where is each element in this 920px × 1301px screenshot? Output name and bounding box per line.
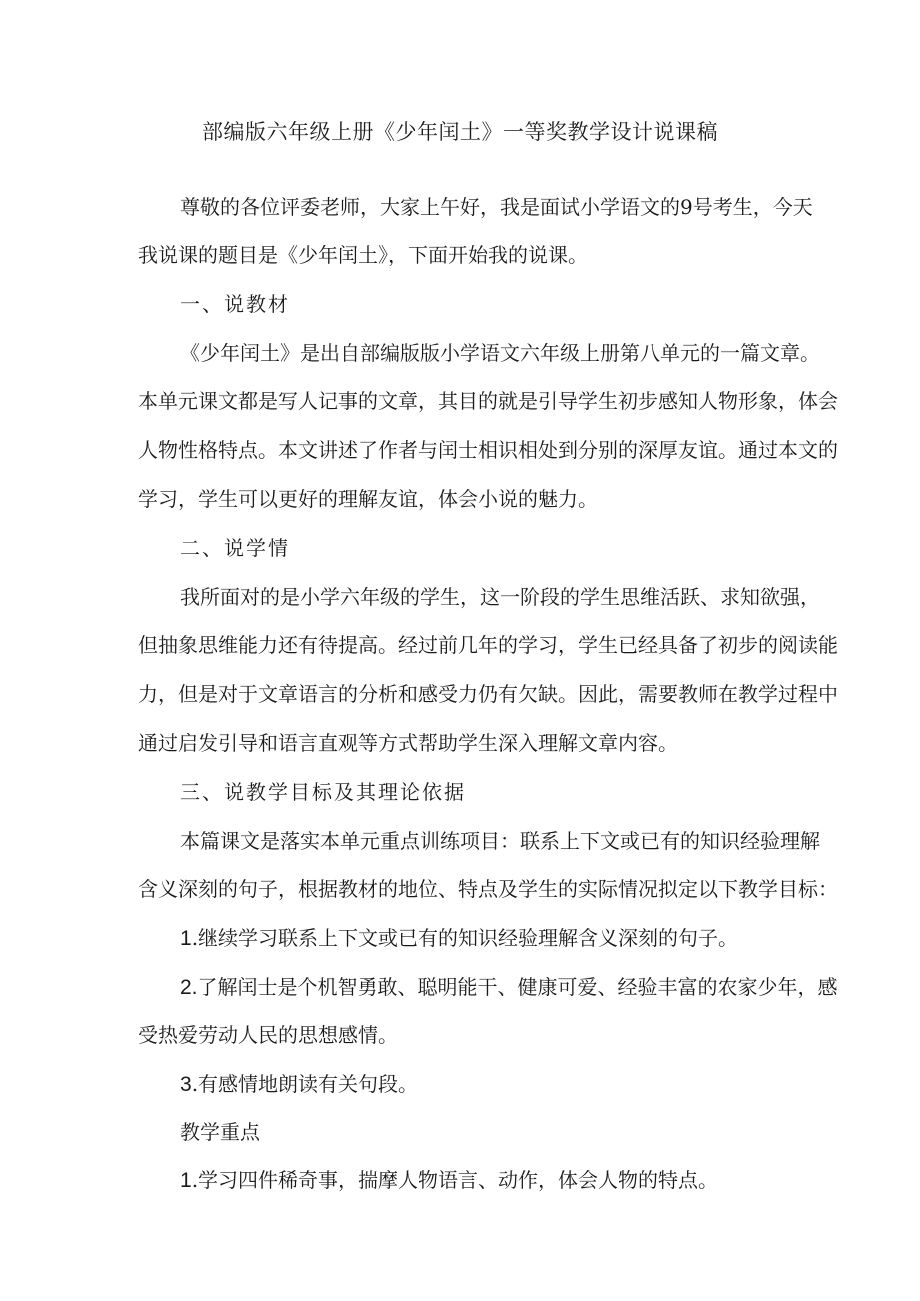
goal-item-1 bbox=[180, 928, 738, 949]
key-point-item-1 bbox=[180, 1170, 718, 1191]
goal-text: .继续学习联系上下文或已有的知识经验理解含义深刻的句子。 bbox=[191, 926, 739, 950]
paragraph-line: 本单元课文都是写人记事的文章，其目的就是引导学生初步感知人物形象，体会 bbox=[138, 389, 838, 413]
section-heading-textbook: 一、说教材 bbox=[180, 292, 290, 316]
paragraph-line: 我所面对的是小学六年级的学生，这一阶段的学生思维活跃、求知欲强， bbox=[180, 585, 820, 609]
goal-number: 3 bbox=[180, 1073, 192, 1096]
goal-item-3 bbox=[180, 1074, 418, 1095]
goal-item-2-continued: 受热爱劳动人民的思想感情。 bbox=[138, 1023, 398, 1047]
paragraph-line: 通过启发引导和语言直观等方式帮助学生深入理解文章内容。 bbox=[138, 731, 678, 755]
intro-line-2: 我说课的题目是《少年闰土》，下面开始我的说课。 bbox=[138, 243, 588, 267]
paragraph-line: 但抽象思维能力还有待提高。经过前几年的学习，学生已经具备了初步的阅读能 bbox=[138, 633, 838, 657]
goal-number: 1 bbox=[180, 927, 192, 950]
key-points-heading: 教学重点 bbox=[180, 1120, 260, 1144]
key-point-text: .学习四件稀奇事，揣摩人物语言、动作，体会人物的特点。 bbox=[191, 1168, 719, 1192]
paragraph-line: 《少年闰土》是出自部编版版小学语文六年级上册第八单元的一篇文章。 bbox=[180, 341, 820, 365]
goal-text: .有感情地朗读有关句段。 bbox=[191, 1072, 419, 1096]
document-title: 部编版六年级上册《少年闰土》一等奖教学设计说课稿 bbox=[202, 120, 718, 144]
paragraph-line: 人物性格特点。本文讲述了作者与闰士相识相处到分别的深厚友谊。通过本文的 bbox=[138, 438, 838, 462]
intro-line-1: 尊敬的各位评委老师，大家上午好，我是面试小学语文的9号考生，今天 bbox=[180, 195, 813, 219]
goal-number: 2. bbox=[180, 976, 198, 999]
paragraph-line: 本篇课文是落实本单元重点训练项目：联系上下文或已有的知识经验理解 bbox=[180, 829, 820, 853]
paragraph-line: 力，但是对于文章语言的分析和感受力仍有欠缺。因此，需要教师在教学过程中 bbox=[138, 682, 838, 706]
paragraph-line: 含义深刻的句子，根据教材的地位、特点及学生的实际情况拟定以下教学目标： bbox=[138, 877, 838, 901]
section-heading-students: 二、说学情 bbox=[180, 536, 290, 560]
paragraph-line: 学习，学生可以更好的理解友谊，体会小说的魅力。 bbox=[138, 487, 598, 511]
key-point-number: 1 bbox=[180, 1169, 192, 1192]
section-heading-objectives: 三、说教学目标及其理论依据 bbox=[180, 780, 466, 804]
goal-item-2 bbox=[180, 977, 838, 998]
goal-text: 了解闰士是个机智勇敢、聪明能干、健康可爱、经验丰富的农家少年，感 bbox=[197, 975, 838, 999]
